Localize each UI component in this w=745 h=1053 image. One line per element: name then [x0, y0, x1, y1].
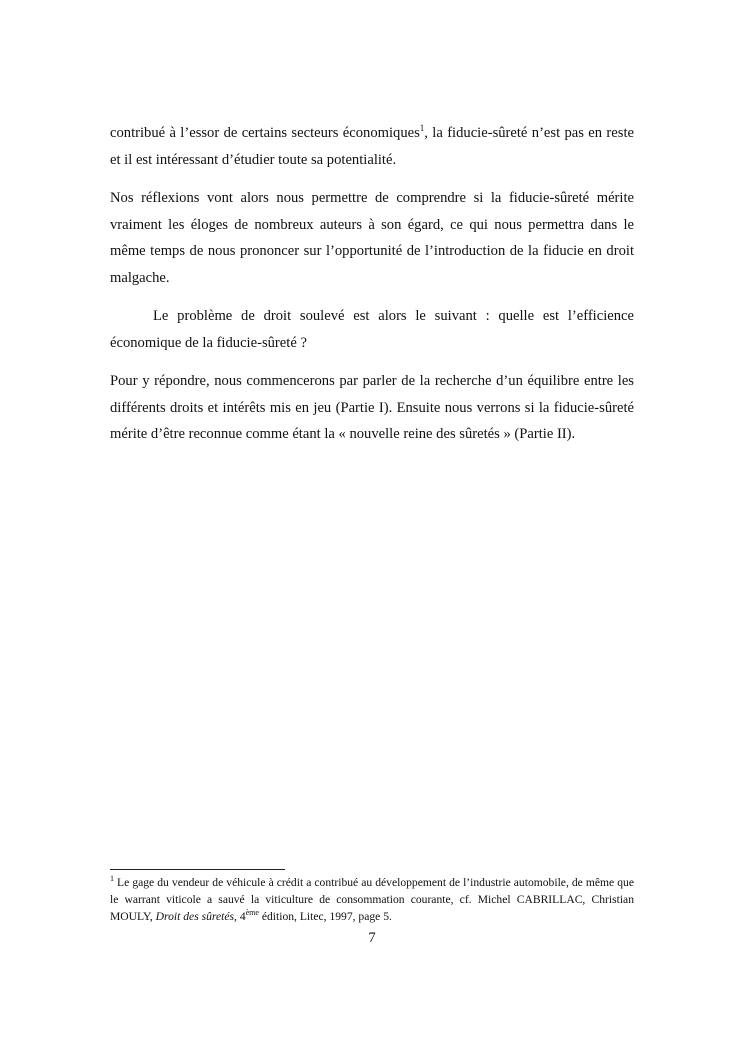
paragraph-1-text-a: contribué à l’essor de certains secteurs économiques — [110, 125, 420, 141]
paragraph-2: Nos réflexions vont alors nous permettre de comprendre si la fiducie-sûreté mérite vraiment les éloges de nombreux auteurs à son égard, ce qui nous permettra dans le même temps de nous prononcer sur l’opportunité de l’introduction de la fiducie en droit malgache. — [110, 190, 634, 286]
body-text — [110, 120, 634, 460]
footnote-divider — [110, 869, 285, 870]
footnote-edition-sup: ème — [245, 908, 259, 917]
footnote-number: 1 — [110, 874, 114, 883]
footnote-text-a: Le gage du vendeur de véhicule à crédit a contribué au développement de l’industrie automobile, de même que le warrant viticole a sauvé la viticulture de consommation courante, cf. Michel CABRILLAC, Christian MOULY, — [110, 876, 634, 923]
footnote-book-title: Droit des sûretés — [155, 910, 235, 923]
page-number: 7 — [368, 930, 376, 946]
footnote-edition-prefix: , 4 — [234, 910, 246, 923]
footnote-text-b: édition, Litec, 1997, page 5. — [258, 910, 392, 923]
paragraph-1 — [110, 120, 634, 173]
footnote — [110, 874, 634, 925]
paragraph-1-text-b: , la fiducie-sûreté n’est pas en reste et il est intéressant d’étudier toute sa potentialité. — [110, 125, 634, 168]
paragraph-3: Le problème de droit soulevé est alors le suivant : quelle est l’efficience économique de la fiducie-sûreté ? — [110, 308, 634, 351]
paragraph-4: Pour y répondre, nous commencerons par parler de la recherche d’un équilibre entre les différents droits et intérêts mis en jeu (Partie I). Ensuite nous verrons si la fiducie-sûreté mérite d’être reconnue comme étant la « nouvelle reine des sûretés » (Partie II). — [110, 373, 634, 442]
footnote-reference: 1 — [419, 123, 425, 133]
